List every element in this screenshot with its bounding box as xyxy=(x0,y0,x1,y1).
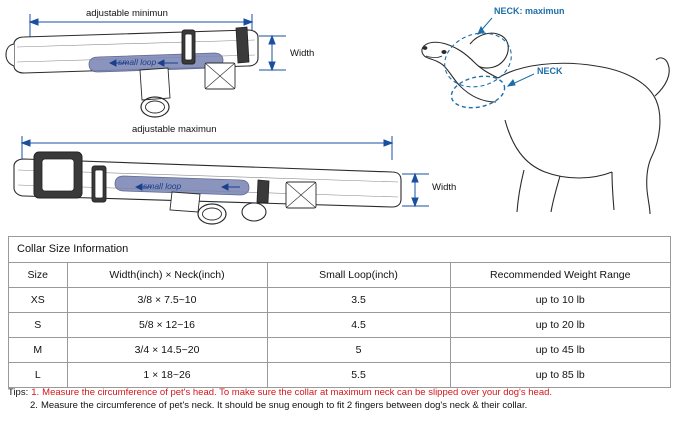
cell-width-neck: 3/8 × 7.5~10 xyxy=(67,288,267,313)
cell-weight-range: up to 85 lb xyxy=(535,369,585,381)
column-header-width-neck: Width(inch) × Neck(inch) xyxy=(67,263,267,288)
tip-text: Measure the circumference of pet's head. To make sure the collar at maximum neck can be slipped over your dog's head. xyxy=(42,387,553,398)
tips-section xyxy=(8,386,671,412)
bottom-collar-dimension-label: adjustable maximun xyxy=(132,124,217,135)
tip-item xyxy=(8,399,671,412)
table-row xyxy=(9,288,670,313)
collar-size-table xyxy=(8,236,671,388)
table-header-row xyxy=(9,263,670,288)
top-collar-loop-label: small loop xyxy=(118,57,157,67)
cell-width-neck: 1 × 18~26 xyxy=(67,363,267,388)
table-title: Collar Size Information xyxy=(9,237,670,263)
column-header-size: Size xyxy=(9,263,67,288)
column-header-weight-range: Recommended Weight Range xyxy=(450,263,670,288)
table-row xyxy=(9,338,670,363)
cell-weight-range: up to 45 lb xyxy=(450,338,670,363)
cell-width-neck: 5/8 × 12~16 xyxy=(67,313,267,338)
tip-number: 2. xyxy=(30,400,38,411)
cell-width-neck: 3/4 × 14.5~20 xyxy=(67,338,267,363)
cell-size: M xyxy=(9,338,67,363)
cell-size: L xyxy=(9,363,67,388)
cell-small-loop: 4.5 xyxy=(267,313,450,338)
dog-neck-max-label: NECK: maximun xyxy=(494,6,565,16)
cell-weight-range: up to 20 lb xyxy=(450,313,670,338)
cell-weight-range: up to 10 lb xyxy=(450,288,670,313)
tip-text: Measure the circumference of pet's neck. It should be snug enough to fit 2 fingers between dog's neck & their collar. xyxy=(40,400,528,411)
dog-illustration xyxy=(422,25,669,214)
tip-item xyxy=(8,386,671,399)
bottom-collar-loop-label: small loop xyxy=(143,181,182,191)
bottom-collar-illustration xyxy=(14,136,429,224)
cell-small-loop: 5 xyxy=(267,338,450,363)
cell-size: S xyxy=(9,313,67,338)
table-row xyxy=(9,363,670,388)
top-collar-width-label: Width xyxy=(290,48,315,59)
size-table xyxy=(9,263,670,387)
tips-lead-label: Tips: xyxy=(8,387,29,398)
tip-number: 1. xyxy=(31,387,40,398)
dog-neck-label: NECK xyxy=(537,66,563,76)
table-row xyxy=(9,313,670,338)
top-collar-dimension-label: adjustable minimun xyxy=(86,8,168,19)
bottom-collar-width-label: Width xyxy=(432,182,457,193)
cell-small-loop: 3.5 xyxy=(267,288,450,313)
cell-small-loop: 5.5 xyxy=(267,363,450,388)
cell-size: XS xyxy=(9,288,67,313)
column-header-small-loop: Small Loop(inch) xyxy=(267,263,450,288)
